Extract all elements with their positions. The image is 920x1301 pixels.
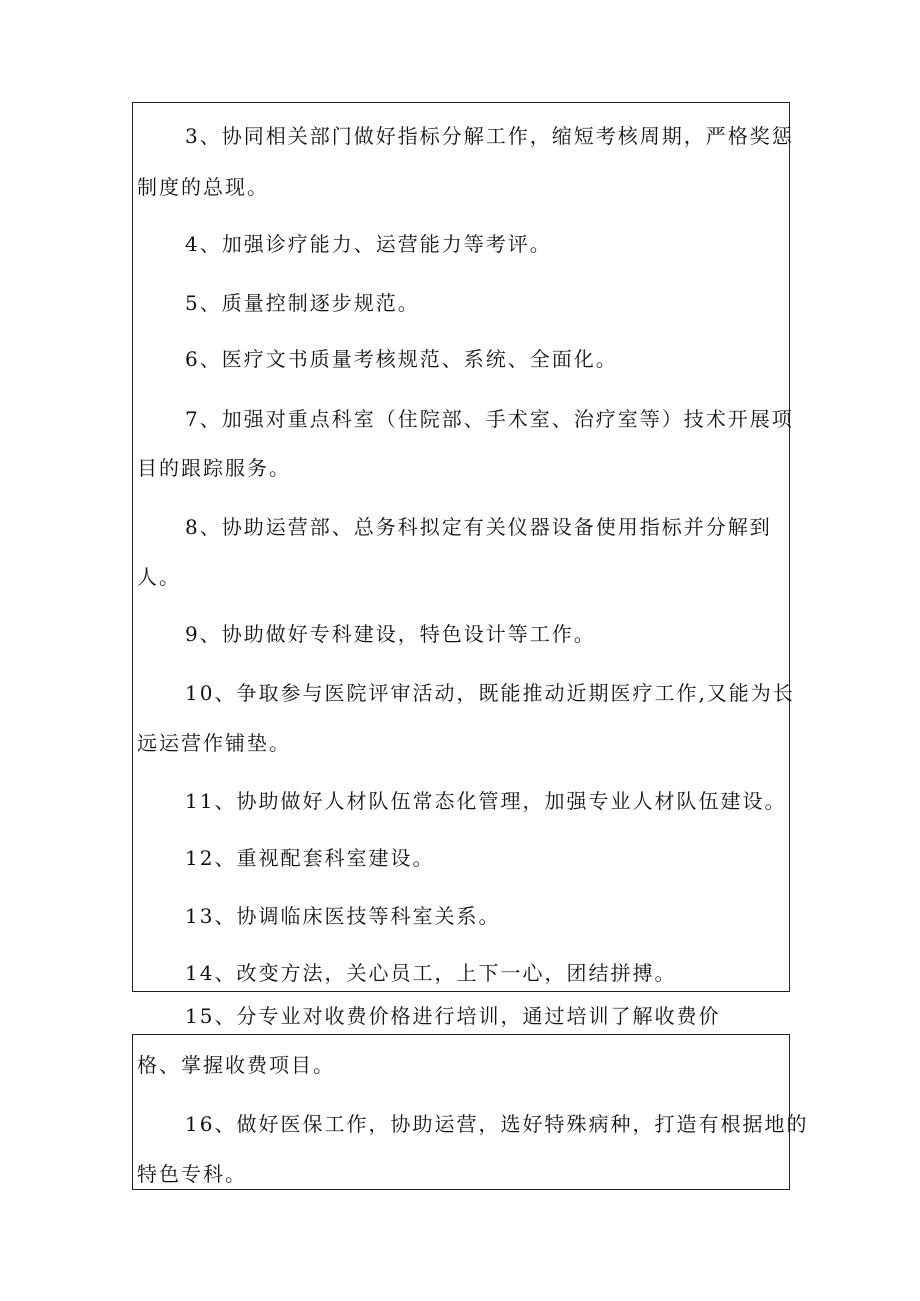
item-3-line-2: 制度的总现。	[137, 175, 269, 199]
item-12: 12、重视配套科室建设。	[185, 846, 435, 870]
item-6: 6、医疗文书质量考核规范、系统、全面化。	[185, 347, 618, 371]
item-10-line-1: 10、争取参与医院评审活动，既能推动近期医疗工作,又能为长	[185, 681, 795, 705]
item-15-line-1: 15、分专业对收费价格进行培训，通过培训了解收费价	[185, 1004, 721, 1028]
item-7-line-1: 7、加强对重点科室（住院部、手术室、治疗室等）技术开展项	[185, 407, 794, 431]
item-3-line-1: 3、协同相关部门做好指标分解工作，缩短考核周期，严格奖惩	[185, 124, 794, 148]
item-9: 9、协助做好专科建设，特色设计等工作。	[185, 622, 596, 646]
item-4: 4、加强诊疗能力、运营能力等考评。	[185, 232, 552, 256]
item-7-line-2: 目的跟踪服务。	[137, 456, 291, 480]
item-10-line-2: 远运营作铺垫。	[137, 731, 291, 755]
item-11: 11、协助做好人材队伍常态化管理，加强专业人材队伍建设。	[185, 789, 787, 813]
item-16-line-1: 16、做好医保工作，协助运营，选好特殊病种，打造有根据地的	[185, 1112, 809, 1136]
item-16-line-2: 特色专科。	[137, 1162, 247, 1186]
item-15-line-2: 格、掌握收费项目。	[137, 1053, 335, 1077]
item-8-line-1: 8、协助运营部、总务科拟定有关仪器设备使用指标并分解到	[185, 515, 772, 539]
item-13: 13、协调临床医技等科室关系。	[185, 904, 501, 928]
item-5: 5、质量控制逐步规范。	[185, 291, 420, 315]
item-14: 14、改变方法，关心员工，上下一心，团结拼搏。	[185, 961, 677, 985]
item-8-line-2: 人。	[137, 565, 181, 589]
